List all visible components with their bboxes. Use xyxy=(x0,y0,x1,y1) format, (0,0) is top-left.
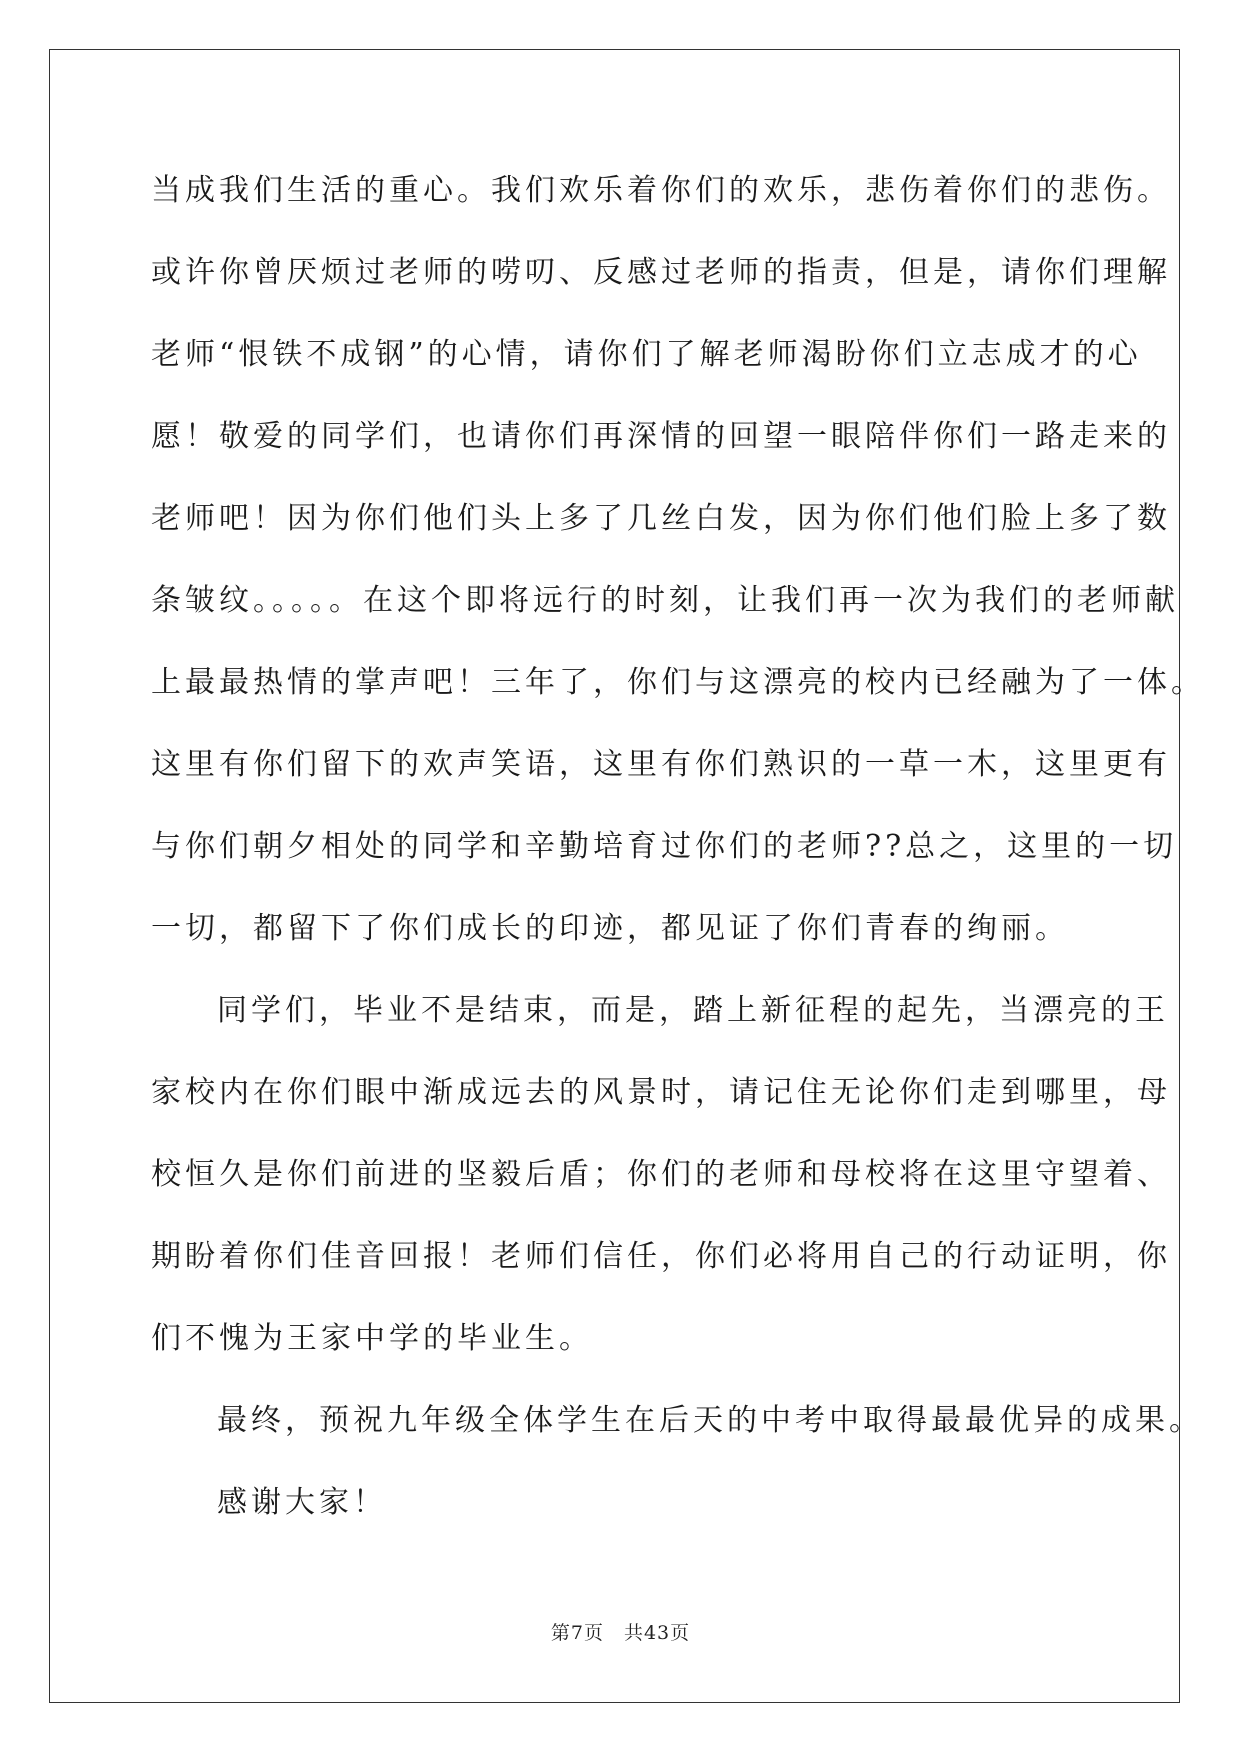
paragraph-1 xyxy=(151,150,1205,970)
text-line: 家校内在你们眼中渐成远去的风景时，请记住无论你们走到哪里，母 xyxy=(151,1075,1171,1110)
paragraph-4 xyxy=(151,1462,1111,1544)
text-line: 老师吧！因为你们他们头上多了几丝白发，因为你们他们脸上多了数 xyxy=(151,501,1171,536)
paragraph-2 xyxy=(151,970,1171,1380)
text-line: 上最最热情的掌声吧！三年了，你们与这漂亮的校内已经融为了一体。 xyxy=(151,665,1205,700)
text-line: 们不愧为王家中学的毕业生。 xyxy=(151,1321,593,1356)
text-line: 感谢大家！ xyxy=(217,1485,387,1520)
document-body xyxy=(151,160,1205,1544)
text-line: 这里有你们留下的欢声笑语，这里有你们熟识的一草一木，这里更有 xyxy=(151,747,1171,782)
text-line: 老师“恨铁不成钢”的心情，请你们了解老师渴盼你们立志成才的心 xyxy=(151,337,1142,372)
text-line: 期盼着你们佳音回报！老师们信任，你们必将用自己的行动证明，你 xyxy=(151,1239,1171,1274)
page-number-footer: 第7页 共43页 xyxy=(550,1622,691,1644)
paragraph-3 xyxy=(151,1380,1203,1462)
text-line: 同学们，毕业不是结束，而是，踏上新征程的起先，当漂亮的王 xyxy=(217,993,1169,1028)
text-line: 当成我们生活的重心。我们欢乐着你们的欢乐，悲伤着你们的悲伤。 xyxy=(151,173,1171,208)
text-line: 最终，预祝九年级全体学生在后天的中考中取得最最优异的成果。 xyxy=(217,1403,1203,1438)
text-line: 一切，都留下了你们成长的印迹，都见证了你们青春的绚丽。 xyxy=(151,911,1069,946)
text-line: 或许你曾厌烦过老师的唠叨、反感过老师的指责，但是，请你们理解 xyxy=(151,255,1171,290)
text-line: 与你们朝夕相处的同学和辛勤培育过你们的老师??总之，这里的一切 xyxy=(151,829,1178,864)
text-line: 校恒久是你们前进的坚毅后盾；你们的老师和母校将在这里守望着、 xyxy=(151,1157,1171,1192)
text-line: 愿！敬爱的同学们，也请你们再深情的回望一眼陪伴你们一路走来的 xyxy=(151,419,1171,454)
text-line: 条皱纹。。。。。在这个即将远行的时刻，让我们再一次为我们的老师献 xyxy=(151,583,1179,618)
